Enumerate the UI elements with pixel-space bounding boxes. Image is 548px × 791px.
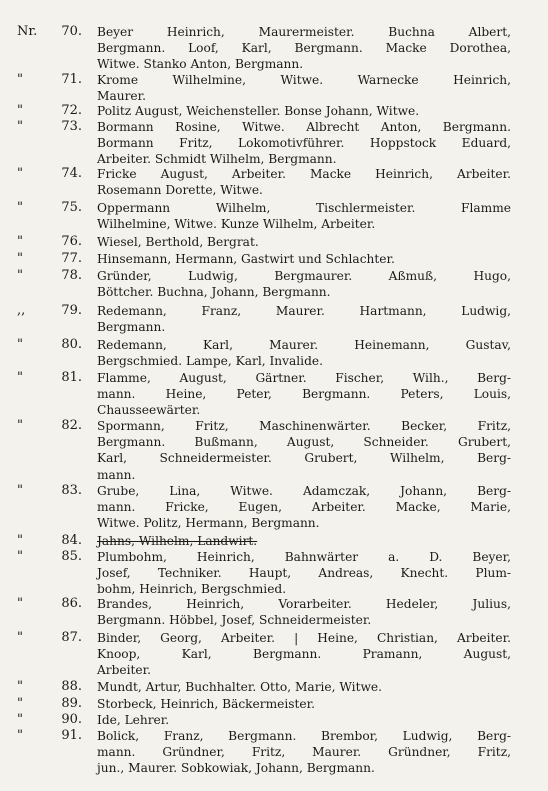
- entry-line: Knoop, Karl, Bergmann. Pramann, August,: [97, 647, 511, 662]
- entry-line: Karl, Schneidermeister. Grubert, Wilhelm, Berg-: [97, 451, 511, 466]
- entry-text: [97, 630, 511, 679]
- entry-line: Bergmann.: [97, 320, 166, 335]
- entry-number: 90.: [61, 712, 82, 727]
- entry-text: [97, 596, 511, 628]
- entry-text: [97, 483, 511, 532]
- entry-number: 74.: [61, 166, 82, 181]
- entry-number: 86.: [61, 596, 82, 611]
- entry-text: [97, 303, 511, 335]
- entry-line: jun., Maurer. Sobkowiak, Johann, Bergmann.: [97, 761, 375, 776]
- entry-line: Flamme, August, Gärtner. Fischer, Wilh., Berg-: [97, 371, 511, 385]
- entry-line: Bergmann. Bußmann, August, Schneider. Grubert,: [97, 435, 511, 450]
- entry-text: [97, 712, 511, 728]
- entry-line: Binder, Georg, Arbeiter. | Heine, Christian, Arbeiter.: [97, 631, 511, 645]
- entry-number: 91.: [61, 728, 82, 743]
- entry-line: Oppermann Wilhelm, Tischlermeister. Flamme: [97, 201, 511, 215]
- entry-text: [97, 549, 511, 598]
- entry-prefix: ": [17, 679, 23, 694]
- entry-line: Bolick, Franz, Bergmann. Brembor, Ludwig, Berg-: [97, 729, 511, 743]
- entry-line: mann. Gründner, Fritz, Maurer. Gründner, Fritz,: [97, 745, 511, 760]
- entry-line: Grube, Lina, Witwe. Adamczak, Johann, Berg-: [97, 484, 511, 498]
- entry-line: Witwe. Politz, Hermann, Bergmann.: [97, 516, 320, 531]
- entry-number: 71.: [61, 72, 82, 87]
- entry-line: Fricke August, Arbeiter. Macke Heinrich, Arbeiter.: [97, 167, 511, 181]
- entry-number: 87.: [61, 630, 82, 645]
- entry-text: [97, 72, 511, 104]
- entry-prefix: ": [17, 337, 23, 352]
- entry-text: [97, 728, 511, 777]
- entry-line: Beyer Heinrich, Maurermeister. Buchna Albert,: [97, 25, 511, 39]
- entry-line: mann. Heine, Peter, Bergmann. Peters, Louis,: [97, 387, 511, 402]
- entry-line: Hinsemann, Hermann, Gastwirt und Schlachter.: [97, 252, 395, 266]
- entry-line: Wilhelmine, Witwe. Kunze Wilhelm, Arbeiter.: [97, 217, 376, 232]
- entry-prefix: ,,: [17, 303, 26, 318]
- entry-line: Arbeiter. Schmidt Wilhelm, Bergmann.: [97, 152, 337, 167]
- entry-number: 77.: [61, 251, 82, 266]
- entry-line: Bergmann. Höbbel, Josef, Schneidermeister.: [97, 613, 372, 628]
- entry-line: Bormann Fritz, Lokomotivführer. Hoppstock Eduard,: [97, 136, 511, 151]
- entry-number: 79.: [61, 303, 82, 318]
- entry-prefix: ": [17, 200, 23, 215]
- entry-text: [97, 166, 511, 198]
- entry-number: 89.: [61, 696, 82, 711]
- entry-prefix: ": [17, 370, 23, 385]
- entry-text: [97, 24, 511, 73]
- entry-prefix: ": [17, 696, 23, 711]
- entry-number: 80.: [61, 337, 82, 352]
- entry-line: Redemann, Franz, Maurer. Hartmann, Ludwig,: [97, 304, 511, 318]
- entry-number: 73.: [61, 119, 82, 134]
- entry-line-struck: Jahns, Wilhelm, Landwirt.: [97, 534, 258, 548]
- entry-prefix: ": [17, 72, 23, 87]
- entry-text: [97, 679, 511, 695]
- entry-number: 88.: [61, 679, 82, 694]
- entry-number: 84.: [61, 533, 82, 548]
- entry-prefix: ": [17, 728, 23, 743]
- entry-prefix: ": [17, 596, 23, 611]
- entry-number: 70.: [61, 24, 82, 39]
- entry-line: bohm, Heinrich, Bergschmied.: [97, 582, 287, 597]
- entry-prefix: ": [17, 483, 23, 498]
- entry-number: 85.: [61, 549, 82, 564]
- entry-line: Plumbohm, Heinrich, Bahnwärter a. D. Beyer,: [97, 550, 511, 564]
- entry-line: Arbeiter.: [97, 663, 152, 678]
- entry-number: 83.: [61, 483, 82, 498]
- entry-text: [97, 251, 511, 267]
- entry-text: [97, 103, 511, 119]
- entry-prefix: Nr.: [17, 24, 38, 39]
- entry-line: Bergschmied. Lampe, Karl, Invalide.: [97, 354, 323, 369]
- entry-prefix: ": [17, 712, 23, 727]
- entry-text: [97, 696, 511, 712]
- entry-line: Bormann Rosine, Witwe. Albrecht Anton, Bergmann.: [97, 120, 511, 134]
- entry-line: Bergmann. Loof, Karl, Bergmann. Macke Dorothea,: [97, 41, 511, 56]
- entry-line: Chausseewärter.: [97, 403, 201, 418]
- entry-prefix: ": [17, 103, 23, 118]
- entry-number: 72.: [61, 103, 82, 118]
- entry-number: 75.: [61, 200, 82, 215]
- entry-prefix: ": [17, 234, 23, 249]
- entry-line: Brandes, Heinrich, Vorarbeiter. Hedeler, Julius,: [97, 597, 511, 611]
- entry-text: [97, 418, 511, 483]
- entry-line: Witwe. Stanko Anton, Bergmann.: [97, 57, 304, 72]
- entry-text: [97, 200, 511, 232]
- entry-number: 76.: [61, 234, 82, 249]
- entry-line: Mundt, Artur, Buchhalter. Otto, Marie, Witwe.: [97, 680, 382, 694]
- entry-line: Ide, Lehrer.: [97, 713, 170, 727]
- entry-prefix: ": [17, 268, 23, 283]
- entry-number: 82.: [61, 418, 82, 433]
- entry-line: mann. Fricke, Eugen, Arbeiter. Macke, Marie,: [97, 500, 511, 515]
- entry-line: Politz August, Weichensteller. Bonse Johann, Witwe.: [97, 104, 420, 118]
- entry-text: [97, 533, 511, 549]
- entry-line: Böttcher. Buchna, Johann, Bergmann.: [97, 285, 331, 300]
- entry-line: Rosemann Dorette, Witwe.: [97, 183, 263, 198]
- entry-prefix: ": [17, 418, 23, 433]
- entry-text: [97, 337, 511, 369]
- entry-line: Storbeck, Heinrich, Bäckermeister.: [97, 697, 315, 711]
- entry-text: [97, 370, 511, 419]
- entry-line: mann.: [97, 467, 136, 482]
- entry-prefix: ": [17, 119, 23, 134]
- entry-prefix: ": [17, 251, 23, 266]
- entry-line: Maurer.: [97, 89, 146, 104]
- entry-number: 78.: [61, 268, 82, 283]
- entry-line: Gründer, Ludwig, Bergmaurer. Aßmuß, Hugo,: [97, 269, 511, 283]
- entry-number: 81.: [61, 370, 82, 385]
- entry-line: Wiesel, Berthold, Bergrat.: [97, 235, 259, 249]
- entry-text: [97, 234, 511, 250]
- entry-prefix: ": [17, 630, 23, 645]
- entry-text: [97, 119, 511, 168]
- entry-prefix: ": [17, 166, 23, 181]
- entry-line: Redemann, Karl, Maurer. Heinemann, Gustav,: [97, 338, 511, 352]
- entry-line: Spormann, Fritz, Maschinenwärter. Becker, Fritz,: [97, 419, 511, 433]
- entry-line: Josef, Techniker. Haupt, Andreas, Knecht. Plum-: [97, 566, 511, 581]
- entry-prefix: ": [17, 533, 23, 548]
- entry-prefix: ": [17, 549, 23, 564]
- entry-text: [97, 268, 511, 300]
- entry-line: Krome Wilhelmine, Witwe. Warnecke Heinrich,: [97, 73, 511, 87]
